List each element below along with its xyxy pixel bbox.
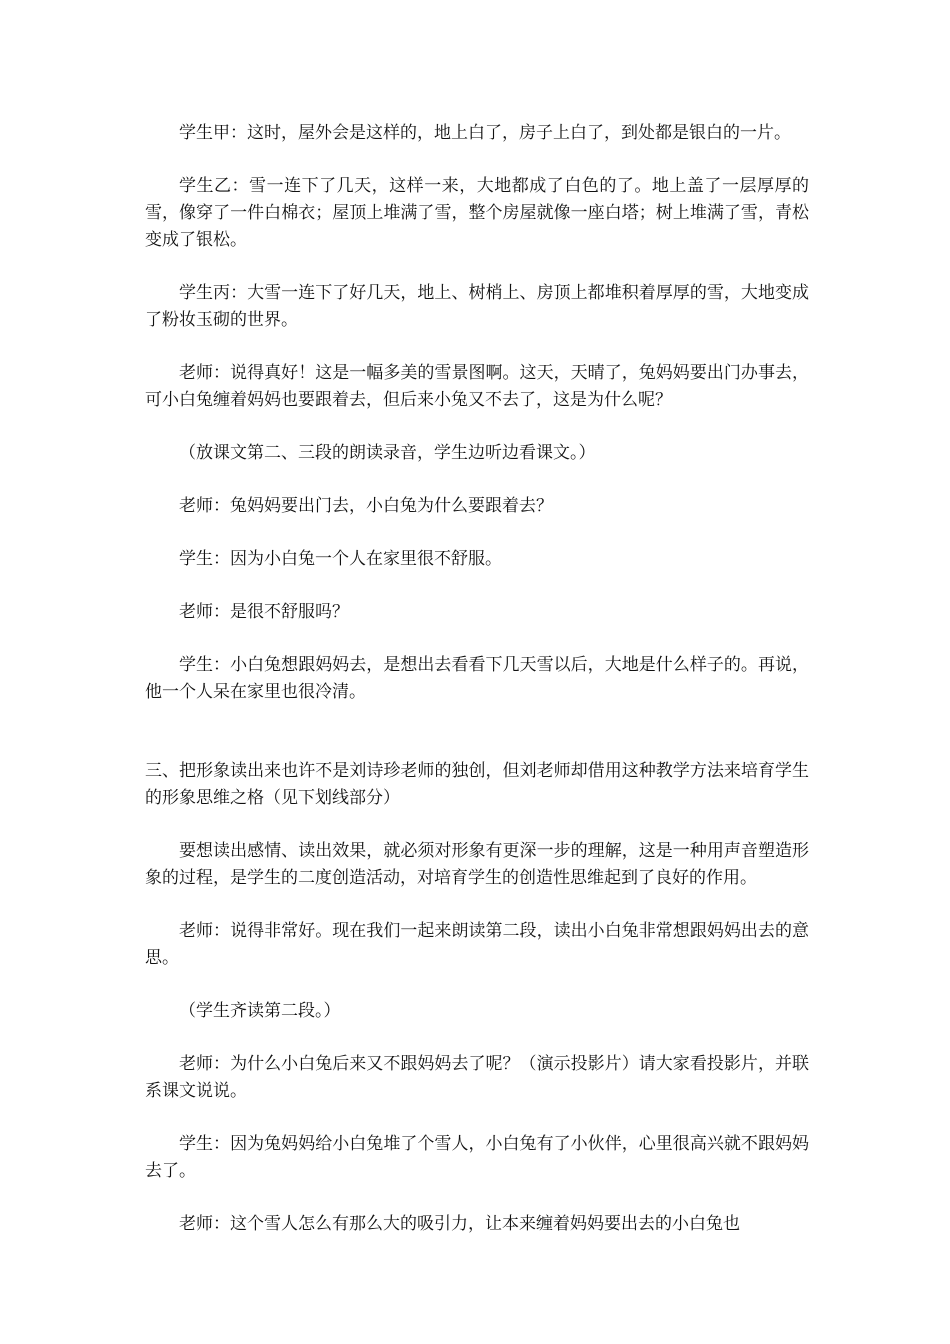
section-heading: 三、把形象读出来也许不是刘诗珍老师的独创，但刘老师却借用这种教学方法来培育学生的形象思维之格（见下划线部分）: [145, 761, 809, 808]
body-paragraph: 要想读出感情、读出效果，就必须对形象有更深一步的理解，这是一种用声音塑造形象的过程，是学生的二度创造活动，对培育学生的创造性思维起到了良好的作用。: [145, 841, 809, 888]
stage-direction: （放课文第二、三段的朗读录音，学生边听边看课文。）: [179, 443, 596, 463]
dialogue-teacher: 老师：是很不舒服吗？: [179, 602, 349, 622]
dialogue-student-b: 学生乙：雪一连下了几天，这样一来，大地都成了白色的了。地上盖了一层厚厚的雪，像穿了一件白棉衣；屋顶上堆满了雪，整个房屋就像一座白塔；树上堆满了雪，青松变成了银松。: [145, 176, 809, 250]
dialogue-student: 学生：因为小白兔一个人在家里很不舒服。: [179, 549, 502, 569]
dialogue-teacher: 老师：为什么小白兔后来又不跟妈妈去了呢？（演示投影片）请大家看投影片，并联系课文说说。: [145, 1054, 809, 1101]
dialogue-student: 学生：小白兔想跟妈妈去，是想出去看看下几天雪以后，大地是什么样子的。再说，他一个人呆在家里也很冷清。: [145, 655, 809, 702]
dialogue-student: 学生：因为兔妈妈给小白兔堆了个雪人，小白兔有了小伙伴，心里很高兴就不跟妈妈去了。: [145, 1134, 809, 1181]
dialogue-student-c: 学生丙：大雪一连下了好几天，地上、树梢上、房顶上都堆积着厚厚的雪，大地变成了粉妆玉砌的世界。: [145, 283, 809, 330]
dialogue-teacher: 老师：说得真好！这是一幅多美的雪景图啊。这天，天晴了，兔妈妈要出门办事去，可小白兔缠着妈妈也要跟着去，但后来小兔又不去了，这是为什么呢？: [145, 363, 809, 410]
dialogue-teacher: 老师：这个雪人怎么有那么大的吸引力，让本来缠着妈妈要出去的小白兔也: [179, 1214, 740, 1234]
document-body: [145, 120, 809, 1264]
stage-direction: （学生齐读第二段。）: [179, 1001, 341, 1021]
dialogue-student-a: 学生甲：这时，屋外会是这样的，地上白了，房子上白了，到处都是银白的一片。: [179, 123, 791, 143]
dialogue-teacher: 老师：说得非常好。现在我们一起来朗读第二段，读出小白兔非常想跟妈妈出去的意思。: [145, 921, 809, 968]
dialogue-teacher: 老师：兔妈妈要出门去，小白兔为什么要跟着去？: [179, 496, 553, 516]
